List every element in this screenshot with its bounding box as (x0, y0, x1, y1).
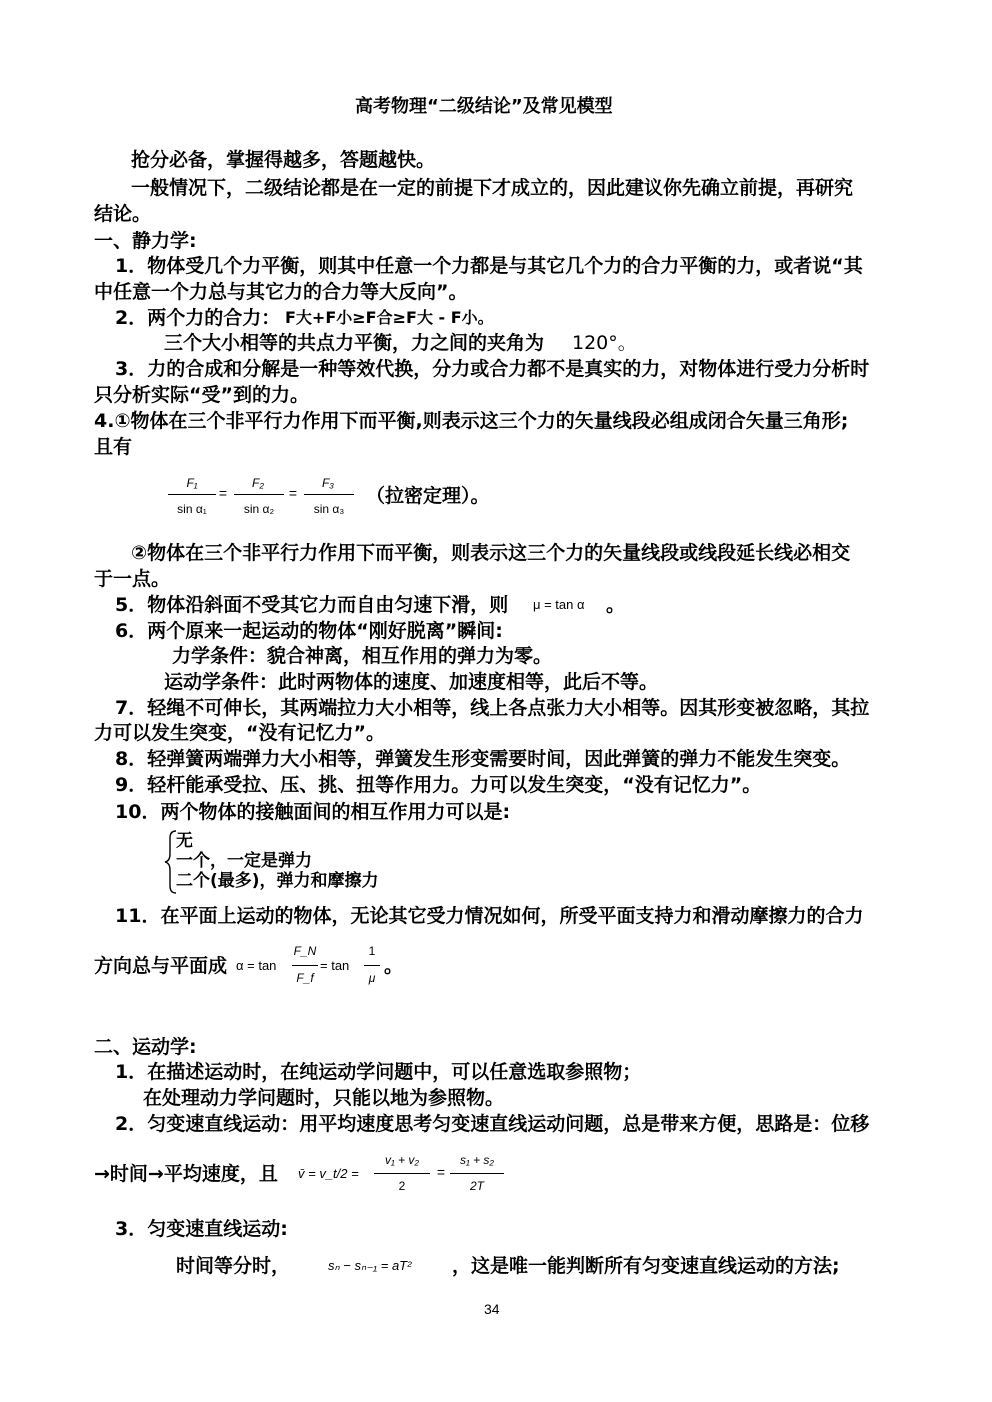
case-item: 无 (176, 831, 193, 851)
case-item: 一个，一定是弹力 (176, 851, 312, 871)
punctuation: 。 (606, 594, 626, 616)
fraction-numerator: s₁ + s₂ (459, 1153, 495, 1167)
item-text: 力学条件：貌合神离，相互作用的弹力为零。 (172, 645, 553, 667)
formula: sₙ − sₙ₋₁ = aT² (328, 1258, 412, 1273)
intro-line: 结论。 (94, 203, 152, 225)
intro-slogan: 抢分必备，掌握得越多，答题越快。 (131, 149, 436, 171)
formula-lhs: α = tan (236, 958, 277, 973)
item-text: 4.①物体在三个非平行力作用下而平衡,则表示这三个力的矢量线段必组成闭合矢量三角形; (94, 410, 849, 432)
item-text: 5．物体沿斜面不受其它力而自由匀速下滑，则 (115, 594, 509, 616)
item-text: 11．在平面上运动的物体，无论其它受力情况如何，所受平面支持力和滑动摩擦力的合力 (115, 905, 864, 927)
fraction-bar (168, 494, 216, 495)
item-text: 8．轻弹簧两端弹力大小相等，弹簧发生形变需要时间，因此弹簧的弹力不能发生突变。 (115, 748, 851, 770)
fraction-bar (292, 965, 318, 966)
item-text: ，这是唯一能判断所有匀变速直线运动的方法; (452, 1255, 840, 1277)
theorem-label: （拉密定理）。 (366, 485, 490, 507)
item-text: →时间→平均速度，且 (94, 1163, 278, 1185)
fraction-numerator: F₁ (186, 476, 198, 490)
fraction-denominator: F_f (296, 971, 314, 985)
section-heading: 一、静力学: (94, 230, 197, 252)
fraction-denominator: sin α₃ (313, 502, 345, 516)
fraction-denominator: 2T (469, 1179, 484, 1193)
item-text: 时间等分时， (176, 1255, 291, 1277)
fraction-numerator: F₂ (252, 476, 264, 490)
item-text: 2．匀变速直线运动：用平均速度思考匀变速直线运动问题，总是带来方便，思路是：位移 (115, 1113, 870, 1135)
item-text: ②物体在三个非平行力作用下而平衡，则表示这三个力的矢量线段或线段延长线必相交 (131, 542, 851, 564)
item-text: 1．在描述运动时，在纯运动学问题中，可以任意选取参照物； (115, 1061, 642, 1083)
fraction-denominator: 2 (398, 1179, 406, 1193)
fraction-bar (374, 1173, 430, 1174)
item-text: 在处理动力学问题时，只能以地为参照物。 (143, 1087, 505, 1109)
fraction-denominator: sin α₁ (177, 502, 207, 516)
item-text: 3．匀变速直线运动: (115, 1218, 288, 1240)
fraction-denominator: μ (368, 971, 376, 985)
punctuation: 。 (384, 955, 404, 977)
angle-value: 120°。 (572, 332, 637, 354)
item-text: 6．两个原来一起运动的物体“刚好脱离”瞬间: (115, 620, 503, 642)
equals-sign: = (436, 1164, 446, 1180)
equals-sign: = (218, 485, 228, 501)
case-item: 二个(最多)，弹力和摩擦力 (176, 871, 379, 891)
item-text: 方向总与平面成 (94, 955, 228, 977)
item-text: 力可以发生突变，“没有记忆力”。 (94, 722, 385, 744)
formula-mid: = tan (320, 958, 350, 973)
formula: F大+F小≥F合≥F大 - F小。 (285, 308, 494, 327)
section-heading: 二、运动学: (94, 1036, 197, 1058)
page-title: 高考物理“二级结论”及常见模型 (355, 96, 613, 117)
item-text: 1．物体受几个力平衡，则其中任意一个力都是与其它几个力的合力平衡的力，或者说“其 (115, 255, 863, 277)
fraction-numerator: 1 (368, 944, 376, 958)
fraction-bar (364, 965, 380, 966)
item-text: 且有 (94, 436, 133, 458)
formula: μ = tan α (533, 597, 585, 612)
item-text: 三个大小相等的共点力平衡，力之间的夹角为 (164, 332, 545, 354)
formula-lhs: v̄ = v_t/2 = (298, 1166, 359, 1181)
fraction-bar (234, 494, 284, 495)
item-text: 2．两个力的合力： (115, 307, 281, 329)
item-text: 3．力的合成和分解是一种等效代换，分力或合力都不是真实的力，对物体进行受力分析时 (115, 358, 870, 380)
item-text: 10．两个物体的接触面间的相互作用力可以是: (115, 801, 511, 823)
fraction-bar (304, 494, 354, 495)
item-text: 于一点。 (94, 568, 171, 590)
intro-line: 一般情况下，二级结论都是在一定的前提下才成立的，因此建议你先确立前提，再研究 (131, 177, 854, 199)
fraction-bar (450, 1173, 504, 1174)
fraction-numerator: v₁ + v₂ (384, 1153, 420, 1167)
item-text: 中任意一个力总与其它力的合力等大反向”。 (94, 281, 468, 303)
fraction-denominator: sin α₂ (243, 502, 275, 516)
item-text: 只分析实际“受”到的力。 (94, 384, 309, 406)
item-text: 运动学条件：此时两物体的速度、加速度相等，此后不等。 (164, 671, 659, 693)
fraction-numerator: F_N (293, 944, 317, 958)
item-text: 9．轻杆能承受拉、压、挑、扭等作用力。力可以发生突变，“没有记忆力”。 (115, 774, 762, 796)
equals-sign: = (288, 485, 298, 501)
fraction-numerator: F₃ (321, 476, 335, 490)
page-number: 34 (484, 1301, 500, 1317)
item-text: 7．轻绳不可伸长，其两端拉力大小相等，线上各点张力大小相等。因其形变被忽略，其拉 (115, 697, 870, 719)
